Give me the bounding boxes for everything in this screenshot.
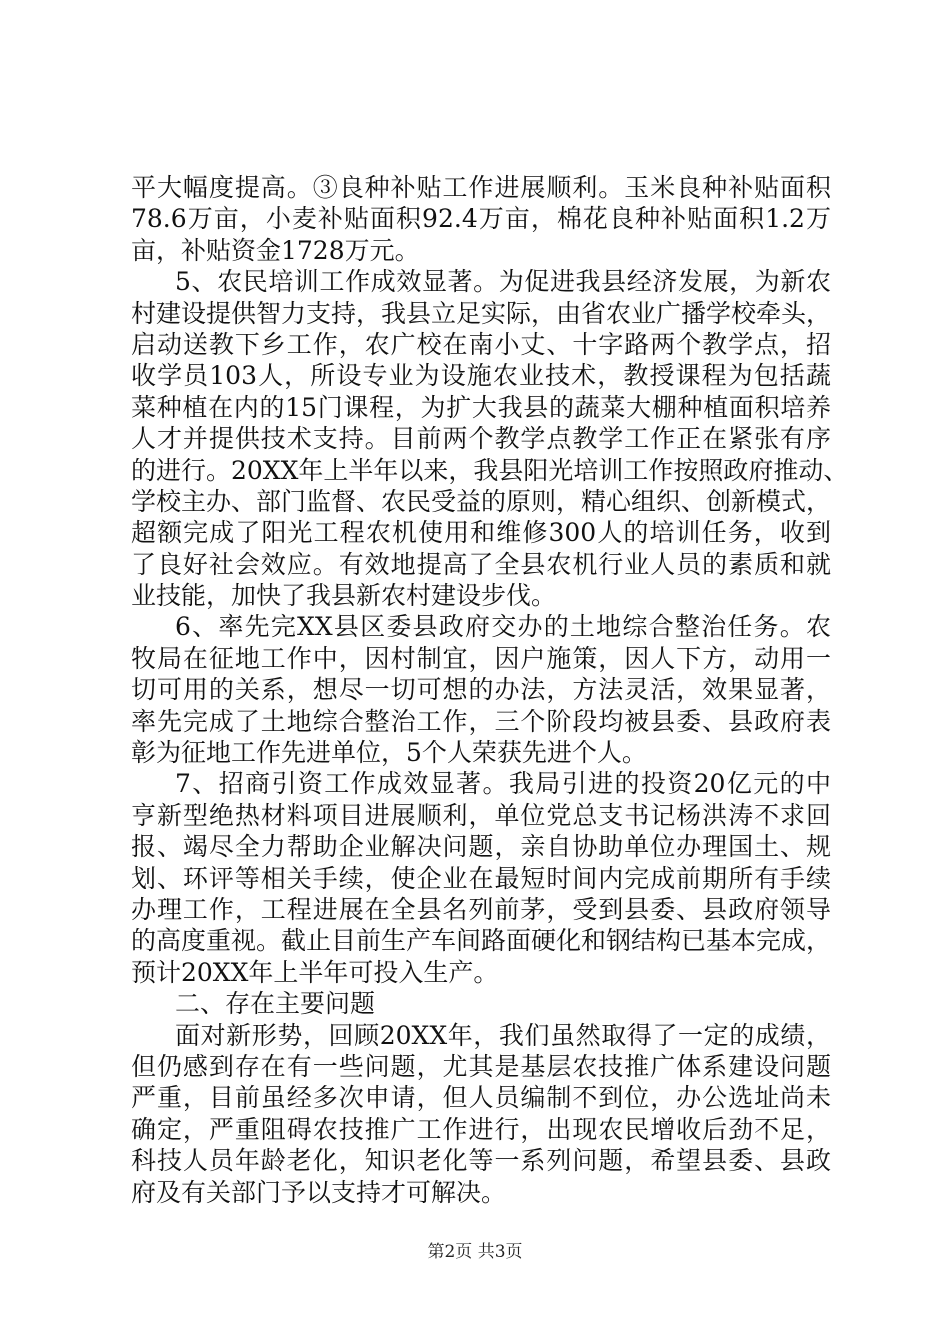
text-line: 人才并提供技术支持。目前两个教学点教学工作正在紧张有序 — [131, 424, 831, 454]
text-line: 村建设提供智力支持，我县立足实际，由省农业广播学校牵头， — [131, 298, 832, 328]
text-line: 面对新形势，回顾20XX年，我们虽然取得了一定的成绩， — [175, 1020, 831, 1050]
text-line: 78.6万亩，小麦补贴面积92.4万亩，棉花良种补贴面积1.2万 — [131, 204, 831, 234]
text-line: 二、存在主要问题 — [175, 989, 376, 1019]
text-line: 确定，严重阻碍农技推广工作进行，出现农民增收后劲不足， — [131, 1114, 831, 1144]
text-line: 菜种植在内的15门课程，为扩大我县的蔬菜大棚种植面积培养 — [131, 392, 831, 422]
text-line: 的高度重视。截止目前生产车间路面硬化和钢结构已基本完成， — [131, 926, 832, 956]
text-line: 启动送教下乡工作，农广校在南小丈、十字路两个教学点，招 — [131, 329, 831, 359]
text-line: 超额完成了阳光工程农机使用和维修300人的培训任务，收到 — [131, 518, 831, 548]
text-line: 彰为征地工作先进单位，5个人荣获先进个人。 — [131, 738, 647, 768]
text-line: 平大幅度提高。③良种补贴工作进展顺利。玉米良种补贴面积 — [131, 173, 831, 202]
text-line: 了良好社会效应。有效地提高了全县农机行业人员的素质和就 — [131, 549, 831, 579]
text-line: 7、招商引资工作成效显著。我局引进的投资20亿元的中 — [175, 769, 831, 799]
text-line: 划、环评等相关手续，使企业在最短时间内完成前期所有手续 — [131, 863, 831, 893]
page-footer: 第2页 共3页 — [427, 1242, 523, 1262]
text-line: 收学员103人，所设专业为设施农业技术，教授课程为包括蔬 — [131, 361, 831, 391]
text-line: 切可用的关系，想尽一切可想的办法，方法灵活，效果显著， — [131, 675, 831, 705]
text-line: 报、竭尽全力帮助企业解决问题，亲自协助单位办理国土、规 — [131, 832, 831, 862]
text-line: 科技人员年龄老化，知识老化等一系列问题，希望县委、县政 — [131, 1146, 831, 1176]
text-line: 的进行。20XX年上半年以来，我县阳光培训工作按照政府推动、 — [131, 455, 849, 485]
text-line: 但仍感到存在有一些问题，尤其是基层农技推广体系建设问题 — [131, 1051, 831, 1081]
text-line: 牧局在征地工作中，因村制宜，因户施策，因人下方，动用一 — [131, 643, 831, 673]
text-line: 业技能，加快了我县新农村建设步伐。 — [131, 581, 557, 611]
text-line: 府及有关部门予以支持才可解决。 — [131, 1177, 507, 1207]
text-line: 5、农民培训工作成效显著。为促进我县经济发展，为新农 — [175, 267, 831, 297]
text-line: 严重，目前虽经多次申请，但人员编制不到位，办公选址尚未 — [131, 1083, 831, 1113]
text-line: 6、率先完XX县区委县政府交办的土地综合整治任务。农 — [175, 612, 831, 642]
document-body — [131, 172, 849, 1208]
text-line: 预计20XX年上半年可投入生产。 — [131, 957, 499, 987]
text-line: 亩，补贴资金1728万元。 — [131, 235, 420, 265]
text-line: 率先完成了土地综合整治工作，三个阶段均被县委、县政府表 — [131, 706, 831, 736]
text-line: 学校主办、部门监督、农民受益的原则，精心组织、创新模式， — [131, 486, 832, 516]
text-line: 办理工作，工程进展在全县名列前茅，受到县委、县政府领导 — [131, 894, 831, 924]
text-line: 亨新型绝热材料项目进展顺利，单位党总支书记杨洪涛不求回 — [131, 800, 831, 830]
